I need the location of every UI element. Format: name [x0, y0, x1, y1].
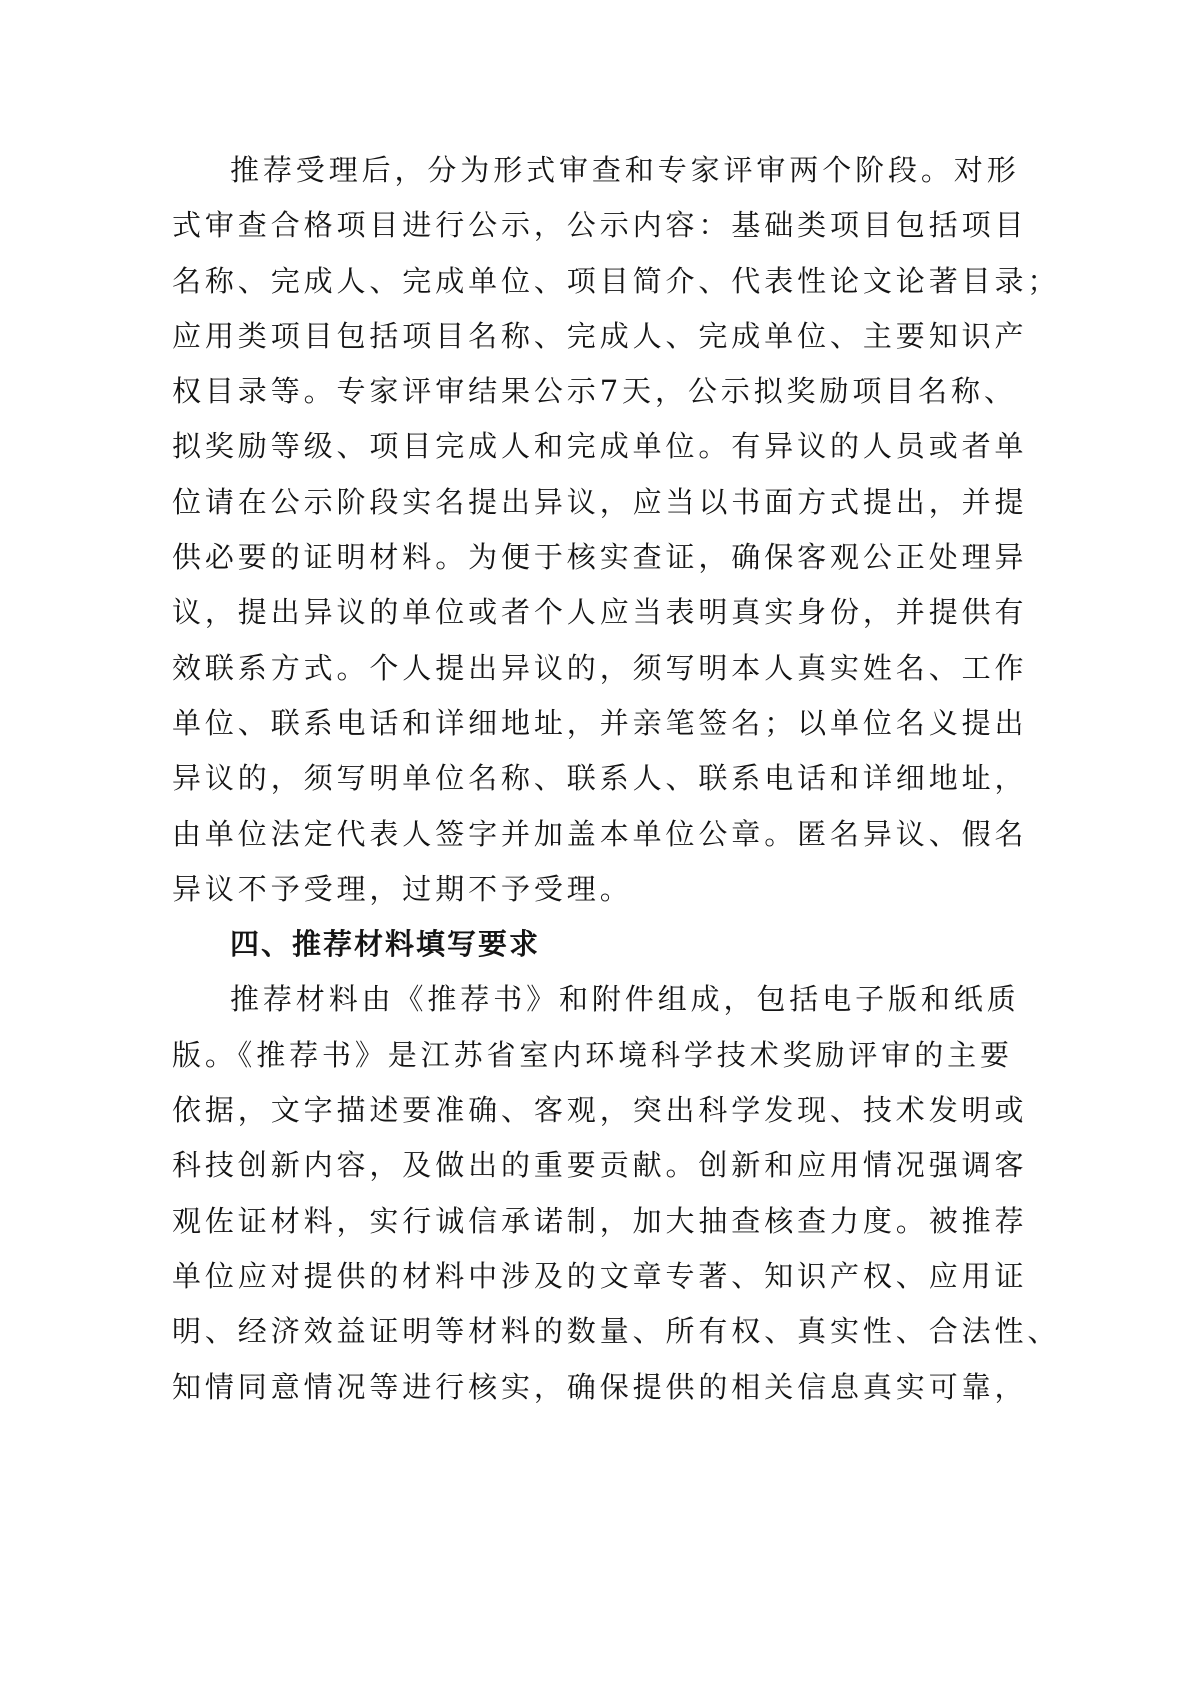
paragraph-line: 观佐证材料，实行诚信承诺制，加大抽查核查力度。被推荐 [172, 1203, 1028, 1238]
paragraph-line: 式审查合格项目进行公示，公示内容：基础类项目包括项目 [172, 208, 1028, 243]
paragraph-line: 应用类项目包括项目名称、完成人、完成单位、主要知识产 [172, 318, 1028, 353]
paragraph-line: 议，提出异议的单位或者个人应当表明真实身份，并提供有 [172, 595, 1028, 630]
paragraph-line: 由单位法定代表人签字并加盖本单位公章。匿名异议、假名 [172, 816, 1028, 851]
paragraph-line: 拟奖励等级、项目完成人和完成单位。有异议的人员或者单 [172, 429, 1028, 464]
paragraph-line: 单位应对提供的材料中涉及的文章专著、知识产权、应用证 [172, 1258, 1028, 1293]
paragraph-line: 版。《推荐书》是江苏省室内环境科学技术奖励评审的主要 [172, 1037, 1013, 1072]
paragraph-line: 位请在公示阶段实名提出异议，应当以书面方式提出，并提 [172, 484, 1028, 519]
paragraph-line: 推荐受理后，分为形式审查和专家评审两个阶段。对形 [230, 153, 1020, 187]
paragraph-line: 效联系方式。个人提出异议的，须写明本人真实姓名、工作 [172, 650, 1028, 685]
document-page [172, 143, 1061, 1415]
paragraph-line: 供必要的证明材料。为便于核实查证，确保客观公正处理异 [172, 540, 1028, 575]
paragraph-material-requirements [172, 972, 1061, 1414]
paragraph-line: 单位、联系电话和详细地址，并亲笔签名；以单位名义提出 [172, 705, 1028, 740]
paragraph-line: 依据，文字描述要准确、客观，突出科学发现、技术发明或 [172, 1093, 1028, 1128]
paragraph-line: 异议不予受理，过期不予受理。 [172, 871, 633, 906]
paragraph-line: 权目录等。专家评审结果公示7天，公示拟奖励项目名称、 [172, 374, 1017, 409]
paragraph-line: 推荐材料由《推荐书》和附件组成，包括电子版和纸质 [230, 982, 1020, 1017]
paragraph-line: 科技创新内容，及做出的重要贡献。创新和应用情况强调客 [172, 1148, 1028, 1183]
paragraph-line: 名称、完成人、完成单位、项目简介、代表性论文论著目录； [172, 263, 1061, 298]
paragraph-line: 明、经济效益证明等材料的数量、所有权、真实性、合法性、 [172, 1314, 1061, 1349]
paragraph-line: 知情同意情况等进行核实，确保提供的相关信息真实可靠， [172, 1369, 1028, 1404]
section-heading: 四、推荐材料填写要求 [230, 927, 541, 962]
paragraph-review-process [172, 143, 1061, 917]
paragraph-line: 异议的，须写明单位名称、联系人、联系电话和详细地址， [172, 761, 1028, 796]
